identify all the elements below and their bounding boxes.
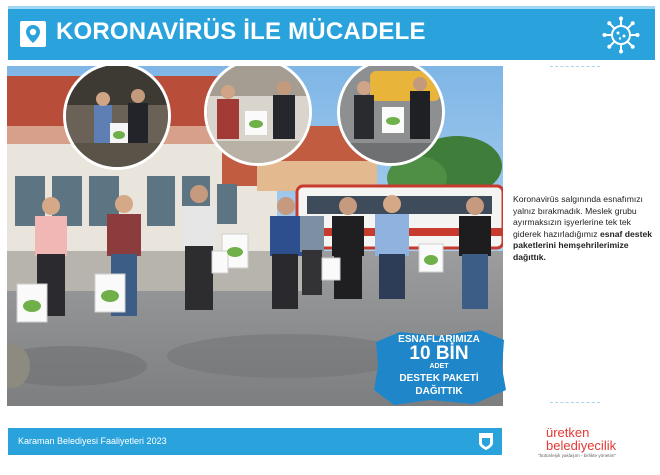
body-text-regular: Koronavirüs salgınında esnafımızı yalnız bırakmadık. Meslek grubu ayırmaksızın işyerlerine tek tek giderek hazırladığımız (513, 194, 643, 239)
brand-line-2: belediyecilik (546, 438, 617, 453)
badge-line-1: ESNAFLARIMIZA (398, 334, 480, 345)
badge-line-3: ADET (429, 363, 449, 370)
achievement-badge (370, 328, 508, 406)
page-title: KORONAVİRÜS İLE MÜCADELE (56, 18, 426, 45)
footer-text: Karaman Belediyesi Faaliyetleri 2023 (18, 436, 167, 446)
location-pin-icon (20, 21, 46, 47)
footer-bar (8, 428, 502, 455)
header-bar (8, 6, 655, 60)
badge-line-2: 10 BİN (409, 343, 469, 364)
brand-logo (538, 424, 658, 464)
badge-line-4: DESTEK PAKETİ (399, 373, 479, 384)
badge-line-5: DAĞITTIK (415, 386, 463, 397)
inset-photo-1 (63, 66, 171, 170)
brand-name (546, 426, 616, 452)
body-paragraph (513, 194, 653, 263)
brand-tagline: "bütünleşik yaklaşım - birlikte yönetim" (538, 453, 617, 458)
brand-line-1: üretken (546, 425, 590, 440)
virus-icon (601, 15, 641, 55)
municipality-crest-icon (478, 432, 494, 451)
divider-top (550, 66, 600, 67)
body-text-bold: esnaf destek paketlerini hemşehrilerimize dağıttık. (513, 228, 653, 262)
divider-bottom (550, 402, 600, 403)
